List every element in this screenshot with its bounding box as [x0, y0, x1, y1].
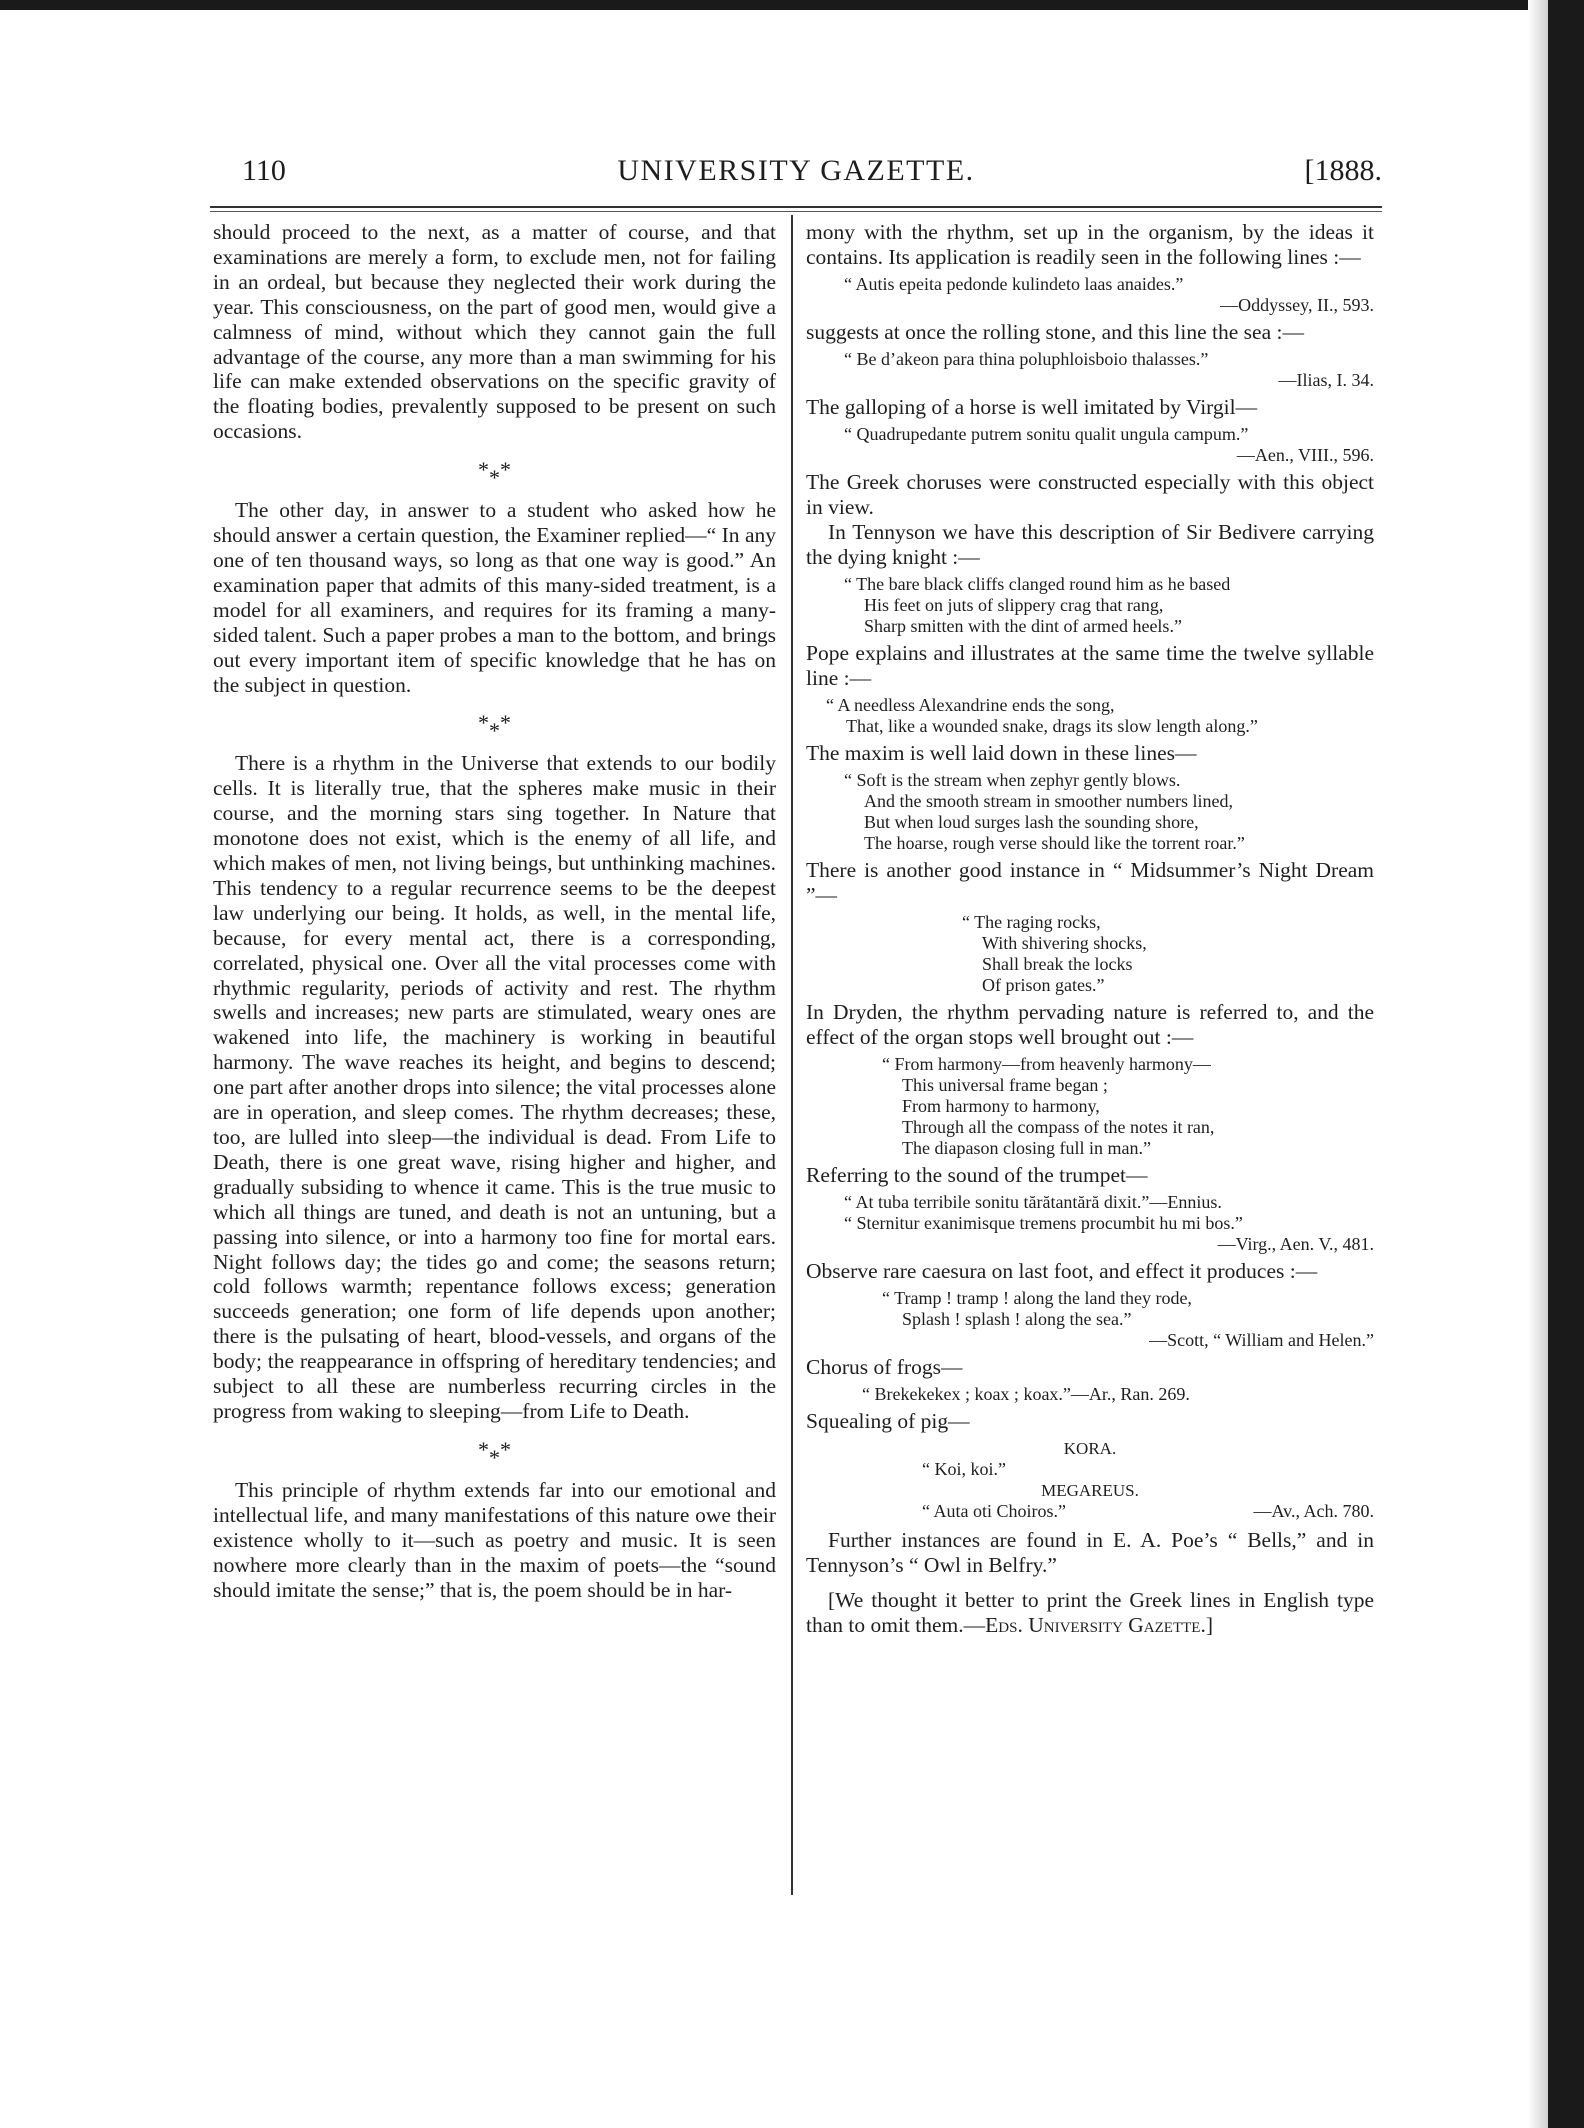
paragraph: Referring to the sound of the trumpet—	[806, 1163, 1148, 1187]
citation: —Aen., VIII., 596.	[1236, 445, 1374, 465]
running-header	[210, 150, 1382, 190]
left-column	[213, 220, 776, 1602]
paragraph-continued: mony with the rhythm, set up in the organism, by the ideas it contains. Its application is readily seen in the following lines :—	[806, 220, 1374, 269]
page-edge-shadow	[1528, 0, 1548, 2128]
citation: —Scott, “ William and Helen.”	[1149, 1330, 1374, 1350]
paragraph: There is another good instance in “ Midsummer’s Night Dream ”—	[806, 858, 1374, 907]
citation: —Ilias, I. 34.	[1278, 370, 1374, 390]
paragraph: suggests at once the rolling stone, and this line the sea :—	[806, 320, 1304, 344]
paragraph: Further instances are found in E. A. Poe’s “ Bells,” and in Tennyson’s “ Owl in Belfry.”	[806, 1528, 1374, 1577]
speaker-megareus: MEGAREUS.	[1041, 1481, 1139, 1500]
paragraph: Chorus of frogs—	[806, 1355, 963, 1379]
citation: —Oddyssey, II., 593.	[1220, 295, 1374, 315]
quotation-iliad: “ Be d’akeon para thina poluphloisboio thalasses.” —Ilias, I. 34.	[844, 349, 1374, 390]
quotation-scott: “ Tramp ! tramp ! along the land they rode, Splash ! splash ! along the sea.” —Scott, “ William and Helen.”	[882, 1288, 1374, 1350]
paragraph: Observe rare caesura on last foot, and effect it produces :—	[806, 1259, 1318, 1283]
section-break-stars: ***	[478, 1436, 511, 1470]
paragraph: In Tennyson we have this description of Sir Bedivere carrying the dying knight :—	[806, 520, 1374, 569]
journal-title: UNIVERSITY GAZETTE.	[617, 154, 975, 187]
quotation-dryden: “ From harmony—from heavenly harmony— This universal frame began ; From harmony to harmony, Through all the compass of the notes it ran, The diapason closing full in man.”	[882, 1054, 1215, 1158]
paragraph-examiner: The other day, in answer to a student who asked how he should answer a certain question, the Examiner replied—“ In any one of ten thousand ways, so long as that one way is good.” An examination paper that admits of this many-sided treatment, is a model for all examiners, and requires for its framing a many-sided talent. Such a paper probes a man to the bottom, and brings out every important item of specific knowledge that he has on the subject in question.	[213, 498, 776, 697]
paragraph: The Greek choruses were constructed especially with this object in view.	[806, 470, 1374, 519]
scan-border-top	[0, 0, 1584, 10]
quotation-midsummer: “ The raging rocks, With shivering shocks, Shall break the locks Of prison gates.”	[962, 912, 1147, 995]
quotation-pope: “ A needless Alexandrine ends the song, That, like a wounded snake, drags its slow length along.”	[826, 695, 1258, 736]
paragraph: The galloping of a horse is well imitated by Virgil—	[806, 395, 1258, 419]
section-break-stars: ***	[478, 457, 511, 491]
citation: —Av., Ach. 780.	[1253, 1501, 1374, 1521]
speaker-kora: KORA.	[1063, 1439, 1117, 1458]
scan-border-right	[1548, 0, 1584, 2128]
quotation-trumpet: “ At tuba terribile sonitu tărătantără dixit.”—Ennius. “ Sternitur exanimisque tremens procumbit hu mi bos.” —Virg., Aen. V., 481.	[844, 1192, 1374, 1254]
issue-year: [1888.	[1304, 154, 1382, 187]
paragraph: In Dryden, the rhythm pervading nature is referred to, and the effect of the organ stops well brought out :—	[806, 1000, 1374, 1049]
editors-note: [We thought it better to print the Greek lines in English type than to omit them.—Eds. University Gazette.]	[806, 1588, 1374, 1637]
paragraph-principle-rhythm: This principle of rhythm extends far into our emotional and intellectual life, and many manifestations of this nature owe their existence wholly to it—such as poetry and music. It is seen nowhere more clearly than in the maxim of poets—the “sound should imitate the sense;” that is, the poem should be in har-	[213, 1477, 776, 1602]
page-number: 110	[242, 154, 286, 187]
paragraph-rhythm-universe: There is a rhythm in the Universe that extends to our bodily cells. It is literally true, that the spheres make music in their course, and the morning stars sing together. In Nature that monotone does not exist, which is the enemy of all life, and which makes of men, not living beings, but unthinking machines. This tendency to a regular recurrence seems to be the deepest law underlying our being. It holds, as well, in the mental life, because, for every mental act, there is a corresponding, correlated, physical one. Over all the vital processes come with rhythmic regularity, periods of activity and rest. The rhythm swells and increases; new parts are stimulated, weary ones are wakened into life, the machinery is working in beautiful harmony. The wave reaches its height, and begins to descend; one part after another drops into silence; the vital processes alone are in operation, and sleep comes. The rhythm decreases; these, too, are lulled into sleep—the individual is dead. From Life to Death, there is one great wave, rising higher and higher, and gradually subsiding to whence it came. This is the true music to which all things are tuned, and death is not an untuning, but a passing into silence, or into a harmony too fine for mortal ears. Night follows day; the tides go and come; the seasons return; cold follows warmth; repentance follows excess; generation succeeds generation; one form of life depends upon another; there is the pulsating of heart, blood-vessels, and organs of the body; the reappearance in offspring of hereditary tendencies; and subject to all these are numberless recurring circles in the progress from waking to sleeping—from Life to Death.	[213, 751, 776, 1423]
header-rule-thin	[210, 211, 1382, 212]
paragraph: Squealing of pig—	[806, 1409, 970, 1433]
quotation-frogs: “ Brekekekex ; koax ; koax.”—Ar., Ran. 269.	[862, 1384, 1190, 1404]
quotation-tennyson: “ The bare black cliffs clanged round him as he based His feet on juts of slippery crag that rang, Sharp smitten with the dint of armed heels.”	[844, 574, 1231, 636]
paragraph: Pope explains and illustrates at the same time the twelve syllable line :—	[806, 641, 1374, 690]
section-break-stars: ***	[478, 710, 511, 744]
header-rule	[210, 206, 1382, 208]
quotation-odyssey: “ Autis epeita pedonde kulindeto laas anaides.” —Oddyssey, II., 593.	[844, 274, 1374, 315]
paragraph: The maxim is well laid down in these lines—	[806, 741, 1197, 765]
column-divider	[791, 215, 793, 1895]
paragraph-continued: should proceed to the next, as a matter of course, and that examinations are merely a form, to exclude men, not for failing in an ordeal, but because they neglected their work during the year. This consciousness, on the part of good men, would give a calmness of mind, without which they cannot gain the full advantage of the course, any more than a man swimming for his life can make extended observations on the specific gravity of the floating bodies, prevalently supposed to be present on such occasions.	[213, 220, 776, 444]
citation: —Virg., Aen. V., 481.	[1217, 1234, 1374, 1254]
quotation-maxim: “ Soft is the stream when zephyr gently blows. And the smooth stream in smoother numbers lined, But when loud surges lash the sounding shore, The hoarse, rough verse should like the torrent roar.”	[844, 770, 1245, 853]
quotation-virgil: “ Quadrupedante putrem sonitu qualit ungula campum.” —Aen., VIII., 596.	[844, 424, 1374, 465]
right-column	[806, 220, 1374, 1638]
quotation-pig: KORA. “ Koi, koi.” MEGAREUS. “ Auta oti Choiros.” —Av., Ach. 780.	[806, 1438, 1374, 1522]
